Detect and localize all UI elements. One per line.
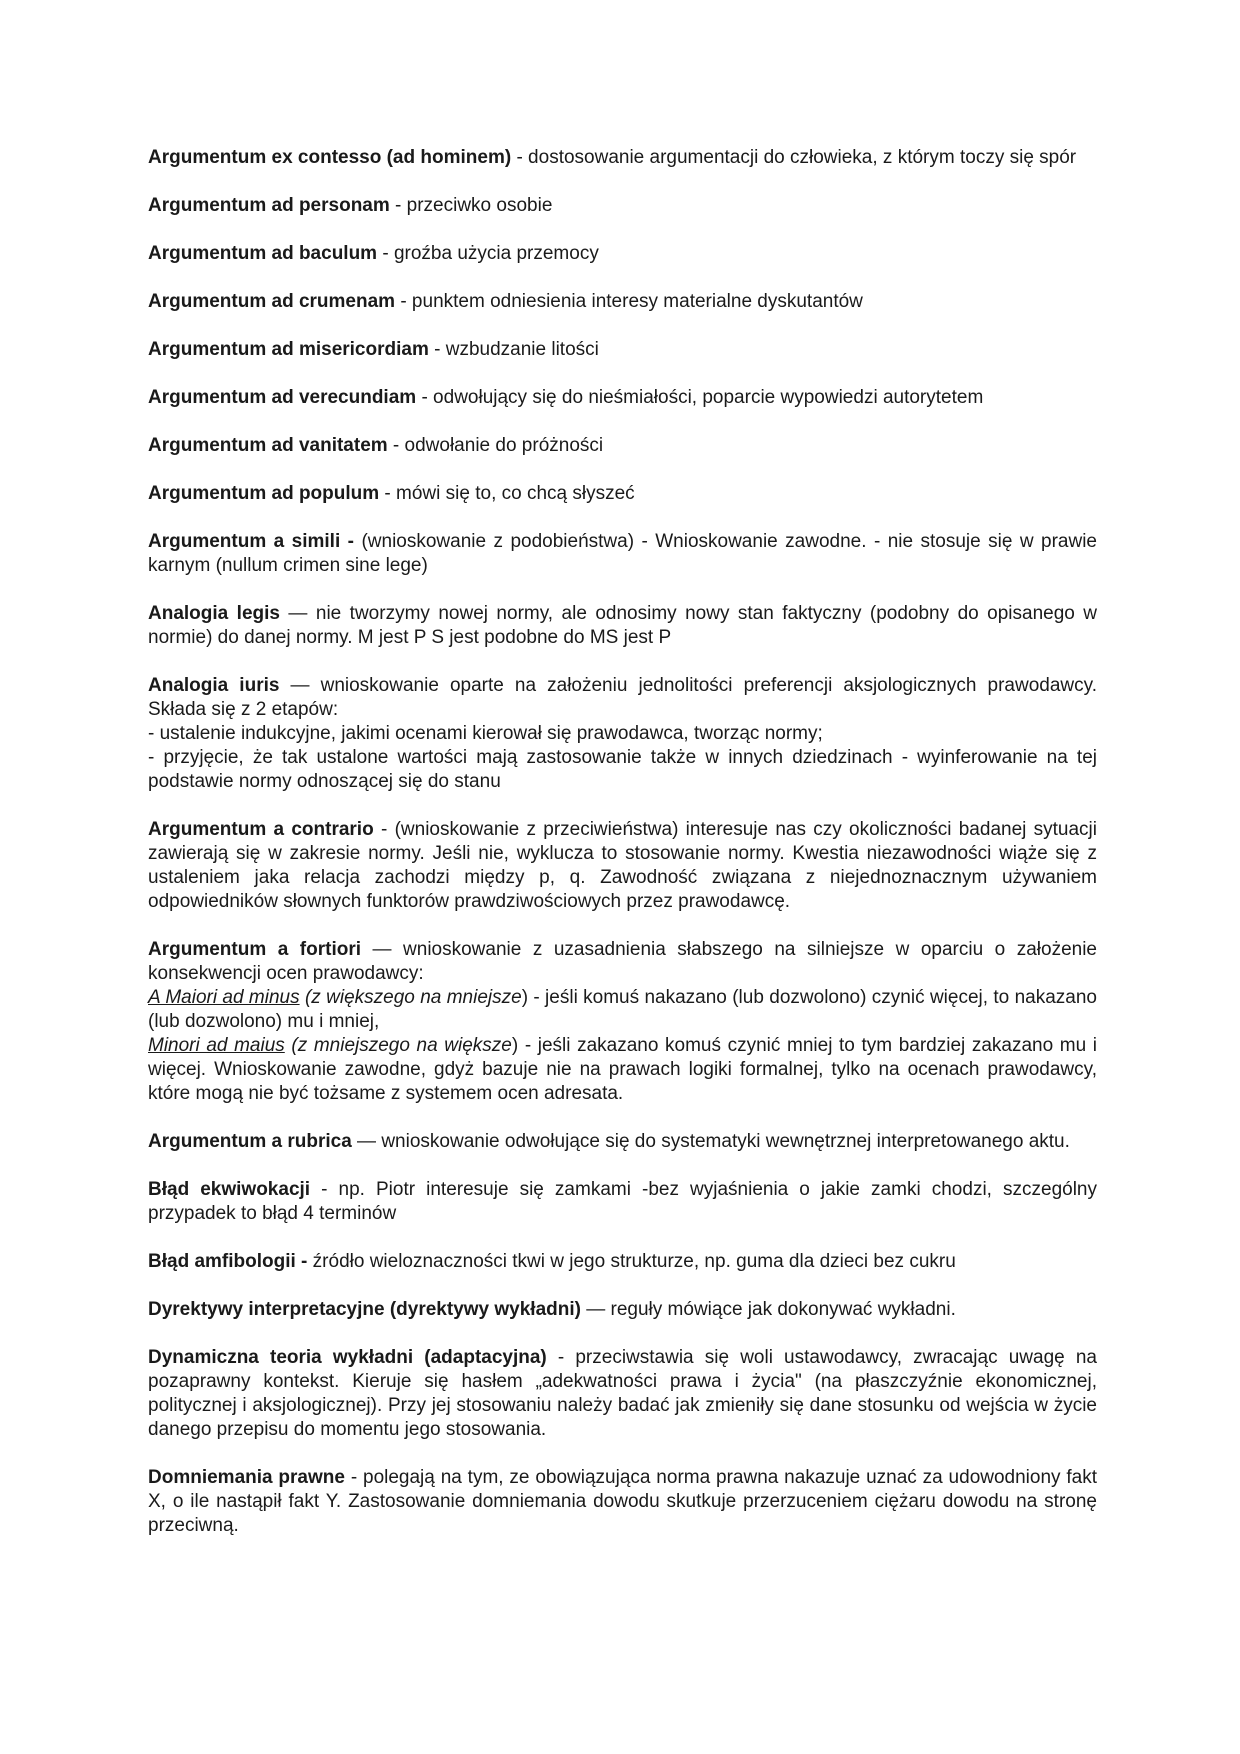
entry-definition: - odwołujący się do nieśmiałości, poparcie wypowiedzi autorytetem (416, 387, 984, 408)
glossary-entry (148, 1130, 1097, 1154)
entry-text (148, 1130, 1097, 1154)
entry-term: Argumentum ad baculum (148, 243, 378, 264)
entry-term: Argumentum ad misericordiam (148, 339, 429, 360)
entry-text (148, 290, 1097, 314)
glossary-entry (148, 530, 1097, 578)
glossary-entry (148, 1298, 1097, 1322)
entry-term: Argumentum a simili - (148, 531, 355, 552)
entry-term: Domniemania prawne (148, 1467, 345, 1488)
entry-term: Argumentum a contrario (148, 819, 374, 840)
entry-term: Argumentum a fortiori (148, 939, 362, 960)
entry-term: Argumentum ad crumenam (148, 291, 396, 312)
entry-definition: - polegają na tym, ze obowiązująca norma prawna nakazuje uznać za udowodniony fakt X, o ile nastąpił fakt Y. Zastosowanie domniemania dowodu skutkuje przerzuceniem ciężaru dowodu na stronę przeciwną. (148, 1467, 1098, 1536)
entry-term: Argumentum ad vanitatem (148, 435, 388, 456)
entry-term: Analogia iuris (148, 675, 280, 696)
entry-text (148, 530, 1097, 578)
entry-term: Analogia legis (148, 603, 280, 624)
entry-definition: — wnioskowanie z uzasadnienia słabszego na silniejsze w oparciu o założenie konsekwencji ocen prawodawcy: (148, 939, 1097, 984)
entry-text (148, 818, 1097, 914)
entry-example (148, 986, 1097, 1034)
glossary-entry (148, 146, 1097, 170)
entry-term: Argumentum a rubrica (148, 1131, 352, 1152)
glossary-entry (148, 242, 1097, 266)
entry-term: Argumentum ad personam (148, 195, 390, 216)
entry-definition: (wnioskowanie z podobieństwa) - Wnioskowanie zawodne. - nie stosuje się w prawie karnym (nullum crimen sine lege) (148, 531, 1097, 576)
entry-text (148, 482, 1097, 506)
entry-text (148, 1346, 1097, 1442)
entry-definition: - wzbudzanie litości (428, 339, 599, 360)
entry-term: Argumentum ex contesso (ad hominem) (148, 147, 512, 168)
entry-definition: - przeciwstawia się woli ustawodawcy, zwracając uwagę na pozaprawny kontekst. Kieruje się hasłem „adekwatności prawa i życia" (na płaszczyźnie ekonomicznej, politycznej i aksjologicznej). Przy jej stosowaniu należy badać jak zmieniły się dane stosunku od wejścia w życie danego przepisu do momentu jego stosowania. (148, 1347, 1097, 1440)
entry-text (148, 1466, 1097, 1538)
entry-example (148, 1034, 1097, 1106)
example-label: Minori ad maius (148, 1035, 285, 1056)
entry-definition: - groźba użycia przemocy (377, 243, 599, 264)
glossary-entry (148, 434, 1097, 458)
glossary-entry (148, 482, 1097, 506)
entry-text (148, 338, 1097, 362)
entry-term: Dyrektywy interpretacyjne (dyrektywy wykładni) (148, 1299, 581, 1320)
glossary-entry (148, 1346, 1097, 1442)
entry-text (148, 938, 1097, 986)
entry-definition: - punktem odniesienia interesy materialne dyskutantów (395, 291, 863, 312)
glossary-entry (148, 1178, 1097, 1226)
entry-definition: - dostosowanie argumentacji do człowieka, z którym toczy się spór (511, 147, 1077, 168)
entry-definition: — wnioskowanie odwołujące się do systematyki wewnętrznej interpretowanego aktu. (351, 1131, 1070, 1152)
glossary-entry (148, 290, 1097, 314)
entry-text (148, 434, 1097, 458)
entry-definition: — nie tworzymy nowej normy, ale odnosimy nowy stan faktyczny (podobny do opisanego w normie) do danej normy. M jest P S jest podobne do MS jest P (148, 603, 1097, 648)
glossary-entry (148, 1250, 1097, 1274)
entry-text (148, 1178, 1097, 1226)
entry-text (148, 194, 1097, 218)
entry-text (148, 1250, 1097, 1274)
entry-text (148, 146, 1097, 170)
glossary-entry (148, 1466, 1097, 1538)
entry-text (148, 674, 1097, 722)
example-text: ) - jeśli komuś nakazano (lub dozwolono) czynić więcej, to nakazano (lub dozwolono) mu i mniej, (148, 987, 1097, 1032)
example-label: A Maiori ad minus (148, 987, 300, 1008)
glossary-entry (148, 674, 1097, 794)
example-translation: (z większego na mniejsze (299, 987, 522, 1008)
entry-term: Argumentum ad verecundiam (148, 387, 417, 408)
glossary-entry (148, 602, 1097, 650)
entry-definition: - (wnioskowanie z przeciwieństwa) interesuje nas czy okoliczności badanej sytuacji zawierają się w zakresie normy. Jeśli nie, wyklucza to stosowanie normy. Kwestia niezawodności wiąże się z ustaleniem jaka relacja zachodzi między p, q. Zawodność związana z niejednoznacznym używaniem odpowiedników słownych funktorów prawdziwościowych przez prawodawcę. (148, 819, 1097, 912)
entry-term: Błąd amfibologii - (148, 1251, 308, 1272)
example-translation: (z mniejszego na większe (284, 1035, 512, 1056)
entry-term: Błąd ekwiwokacji (148, 1179, 311, 1200)
entry-definition: - przeciwko osobie (389, 195, 553, 216)
entry-step: - przyjęcie, że tak ustalone wartości mają zastosowanie także w innych dziedzinach - wyinferowanie na tej podstawie normy odnoszącej się do stanu (148, 747, 1097, 792)
entry-step: - ustalenie indukcyjne, jakimi ocenami kierował się prawodawca, tworząc normy; (148, 723, 823, 744)
entry-text (148, 602, 1097, 650)
glossary-entry (148, 386, 1097, 410)
entry-definition: — wnioskowanie oparte na założeniu jednolitości preferencji aksjologicznych prawodawcy. Składa się z 2 etapów: (148, 675, 1097, 720)
entry-term: Dynamiczna teoria wykładni (adaptacyjna) (148, 1347, 547, 1368)
entry-definition: - odwołanie do próżności (387, 435, 604, 456)
glossary-entry (148, 938, 1097, 1106)
entry-definition: - mówi się to, co chcą słyszeć (379, 483, 635, 504)
document-page (148, 146, 1097, 1562)
entry-term: Argumentum ad populum (148, 483, 380, 504)
entry-definition: - np. Piotr interesuje się zamkami -bez wyjaśnienia o jakie zamki chodzi, szczególny przypadek to błąd 4 terminów (148, 1179, 1097, 1224)
glossary-entry (148, 338, 1097, 362)
entry-definition: — reguły mówiące jak dokonywać wykładni. (580, 1299, 956, 1320)
entry-text (148, 386, 1097, 410)
entry-text (148, 242, 1097, 266)
entry-text (148, 1298, 1097, 1322)
glossary-entry (148, 818, 1097, 914)
example-text: ) - jeśli zakazano komuś czynić mniej to tym bardziej zakazano mu i więcej. Wnioskowanie zawodne, gdyż bazuje nie na prawach logiki formalnej, tylko na ocenach prawodawcy, które mogą nie być tożsame z systemem ocen adresata. (148, 1035, 1098, 1104)
glossary-entry (148, 194, 1097, 218)
entry-definition: źródło wieloznaczności tkwi w jego strukturze, np. guma dla dzieci bez cukru (307, 1251, 956, 1272)
